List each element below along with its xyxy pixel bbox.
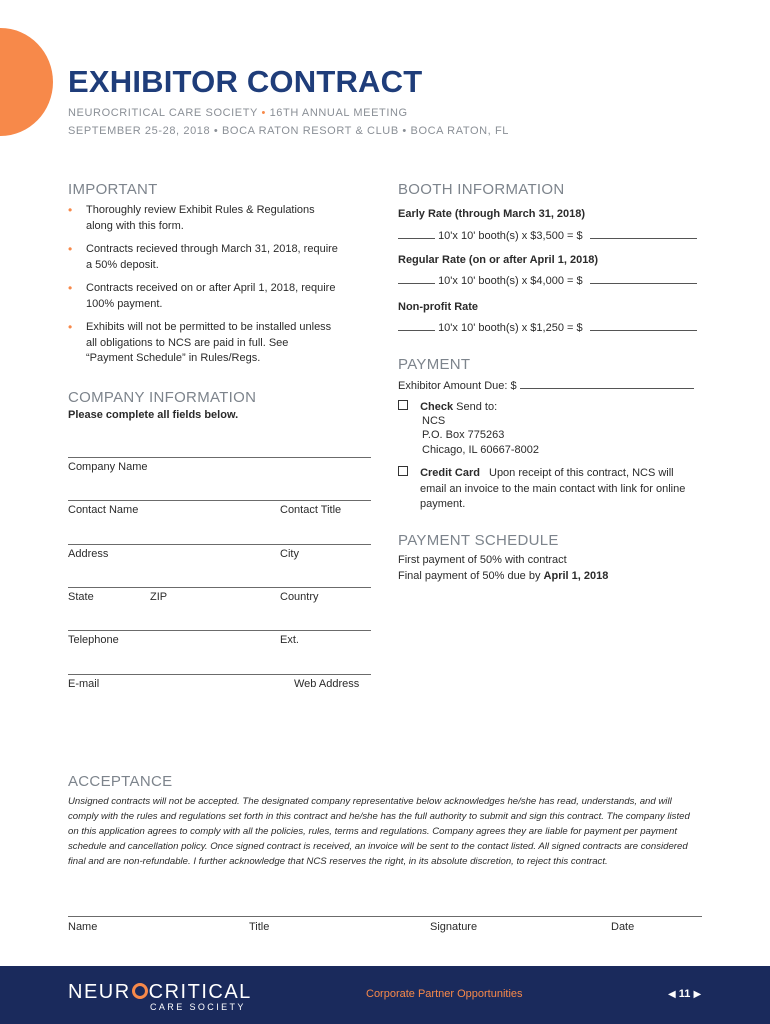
nonprofit-qty-input[interactable] — [398, 319, 435, 331]
check-address-line-1: NCS — [422, 415, 446, 427]
next-page-icon[interactable]: ▶ — [693, 989, 702, 1000]
contact-name-label: Contact Name — [68, 504, 139, 516]
schedule-first-payment: First payment of 50% with contract — [398, 554, 567, 566]
important-item: • Contracts recieved through March 31, 2018, require a 50% deposit. — [68, 242, 338, 273]
credit-card-checkbox[interactable] — [398, 466, 408, 476]
check-checkbox[interactable] — [398, 400, 408, 410]
page-navigation — [668, 988, 701, 1000]
regular-qty-input[interactable] — [398, 272, 435, 284]
important-item: • Exhibits will not be permitted to be installed unless all obligations to NCS are paid in full. See “Payment Schedule” in Rules/Regs. — [68, 320, 338, 367]
final-payment-date: April 1, 2018 — [543, 570, 609, 582]
final-payment-text: Final payment of 50% due by — [398, 570, 541, 582]
early-rate-text: 10'x 10' booth(s) x $3,500 = $ — [438, 230, 583, 242]
contact-title-label: Contact Title — [280, 504, 342, 516]
company-name-label: Company Name — [68, 461, 148, 473]
nonprofit-rate-label: Non-profit Rate — [398, 301, 479, 313]
nonprofit-amount-input[interactable] — [590, 319, 697, 331]
early-rate-label: Early Rate (through March 31, 2018) — [398, 208, 586, 220]
early-rate-row — [398, 227, 700, 245]
address-field-row[interactable] — [68, 544, 371, 545]
important-heading: IMPORTANT — [68, 181, 158, 198]
amount-due-row — [398, 377, 700, 395]
address-label: Address — [68, 548, 109, 560]
company-instruction: Please complete all fields below. — [68, 409, 239, 421]
booth-heading: BOOTH INFORMATION — [398, 181, 565, 198]
event-line-2: SEPTEMBER 25-28, 2018 • BOCA RATON RESORT & CLUB • BOCA RATON, FL — [68, 125, 509, 137]
event-line-1 — [68, 107, 408, 119]
regular-rate-label: Regular Rate (on or after April 1, 2018) — [398, 254, 599, 266]
signature-line[interactable] — [68, 916, 702, 917]
separator-dot: • — [261, 107, 266, 119]
check-address-line-2: P.O. Box 775263 — [422, 429, 505, 441]
footer-section-title: Corporate Partner Opportunities — [366, 988, 523, 1000]
important-item: • Contracts received on or after April 1, 2018, require 100% payment. — [68, 281, 338, 312]
state-label: State — [68, 591, 94, 603]
regular-rate-row — [398, 272, 700, 290]
date-label: Date — [611, 921, 635, 933]
telephone-field-row[interactable] — [68, 630, 371, 631]
amount-due-input[interactable] — [520, 377, 694, 389]
email-label: E-mail — [68, 678, 100, 690]
zip-label: ZIP — [150, 591, 168, 603]
early-amount-input[interactable] — [590, 227, 697, 239]
footer-bar — [0, 966, 770, 1024]
credit-card-label: Credit Card — [420, 467, 480, 479]
nonprofit-rate-text: 10'x 10' booth(s) x $1,250 = $ — [438, 322, 583, 334]
web-address-label: Web Address — [294, 678, 360, 690]
society-name: NEUROCRITICAL CARE SOCIETY — [68, 107, 258, 119]
amount-due-label: Exhibitor Amount Due: $ — [398, 380, 517, 392]
page-title: EXHIBITOR CONTRACT — [68, 64, 423, 99]
state-field-row[interactable] — [68, 587, 371, 588]
name-label: Name — [68, 921, 98, 933]
logo-o-icon — [132, 983, 148, 999]
important-item: • Thoroughly review Exhibit Rules & Regulations along with this form. — [68, 203, 338, 234]
ext-label: Ext. — [280, 634, 299, 646]
meeting-name: 16TH ANNUAL MEETING — [269, 107, 408, 119]
check-send-to: Send to: — [456, 401, 498, 413]
signature-label: Signature — [430, 921, 478, 933]
company-heading: COMPANY INFORMATION — [68, 389, 257, 406]
check-label: Check — [420, 401, 454, 413]
regular-rate-text: 10'x 10' booth(s) x $4,000 = $ — [438, 275, 583, 287]
page-number: 11 — [678, 988, 691, 1000]
payment-schedule-heading: PAYMENT SCHEDULE — [398, 532, 559, 549]
acceptance-heading: ACCEPTANCE — [68, 773, 173, 790]
logo-text-a: NEUR — [68, 981, 131, 1003]
schedule-final-payment — [398, 569, 608, 585]
title-label: Title — [249, 921, 270, 933]
contact-field-row[interactable] — [68, 500, 371, 501]
payment-heading: PAYMENT — [398, 356, 471, 373]
regular-amount-input[interactable] — [590, 272, 697, 284]
logo-text-b: CRITICAL — [148, 981, 252, 1003]
country-label: Country — [280, 591, 319, 603]
city-label: City — [280, 548, 299, 560]
telephone-label: Telephone — [68, 634, 119, 646]
decorative-orange-circle — [0, 28, 53, 136]
important-list — [68, 203, 338, 375]
nonprofit-rate-row — [398, 319, 700, 337]
logo-subtitle: CARE SOCIETY — [150, 1002, 246, 1012]
email-field-row[interactable] — [68, 674, 371, 675]
acceptance-text: Unsigned contracts will not be accepted. The designated company representative below acknowledges he/she has read, understands, and will comply with the rules and regulations set forth in this contract and he/she has the full authority to submit and sign this contract. The company listed on this application agrees to comply with all the policies, rules, terms and regulations. Company agrees they are liable for payment per payment schedule and cancellation policy. Once signed contract is received, an invoice will be sent to the contact listed. All signed contracts are considered final and are non-refundable. I further acknowledge that NCS reserves the right, in its absolute discretion, to reject this contract. — [68, 796, 690, 867]
early-qty-input[interactable] — [398, 227, 435, 239]
ncs-logo — [68, 981, 252, 1004]
credit-card-text: Upon receipt of this contract, NCS will email an invoice to the main contact with link for online payment. — [420, 467, 686, 510]
company-name-field[interactable] — [68, 457, 371, 458]
prev-page-icon[interactable]: ◀ — [668, 989, 676, 1000]
check-address-line-3: Chicago, IL 60667-8002 — [422, 444, 540, 456]
